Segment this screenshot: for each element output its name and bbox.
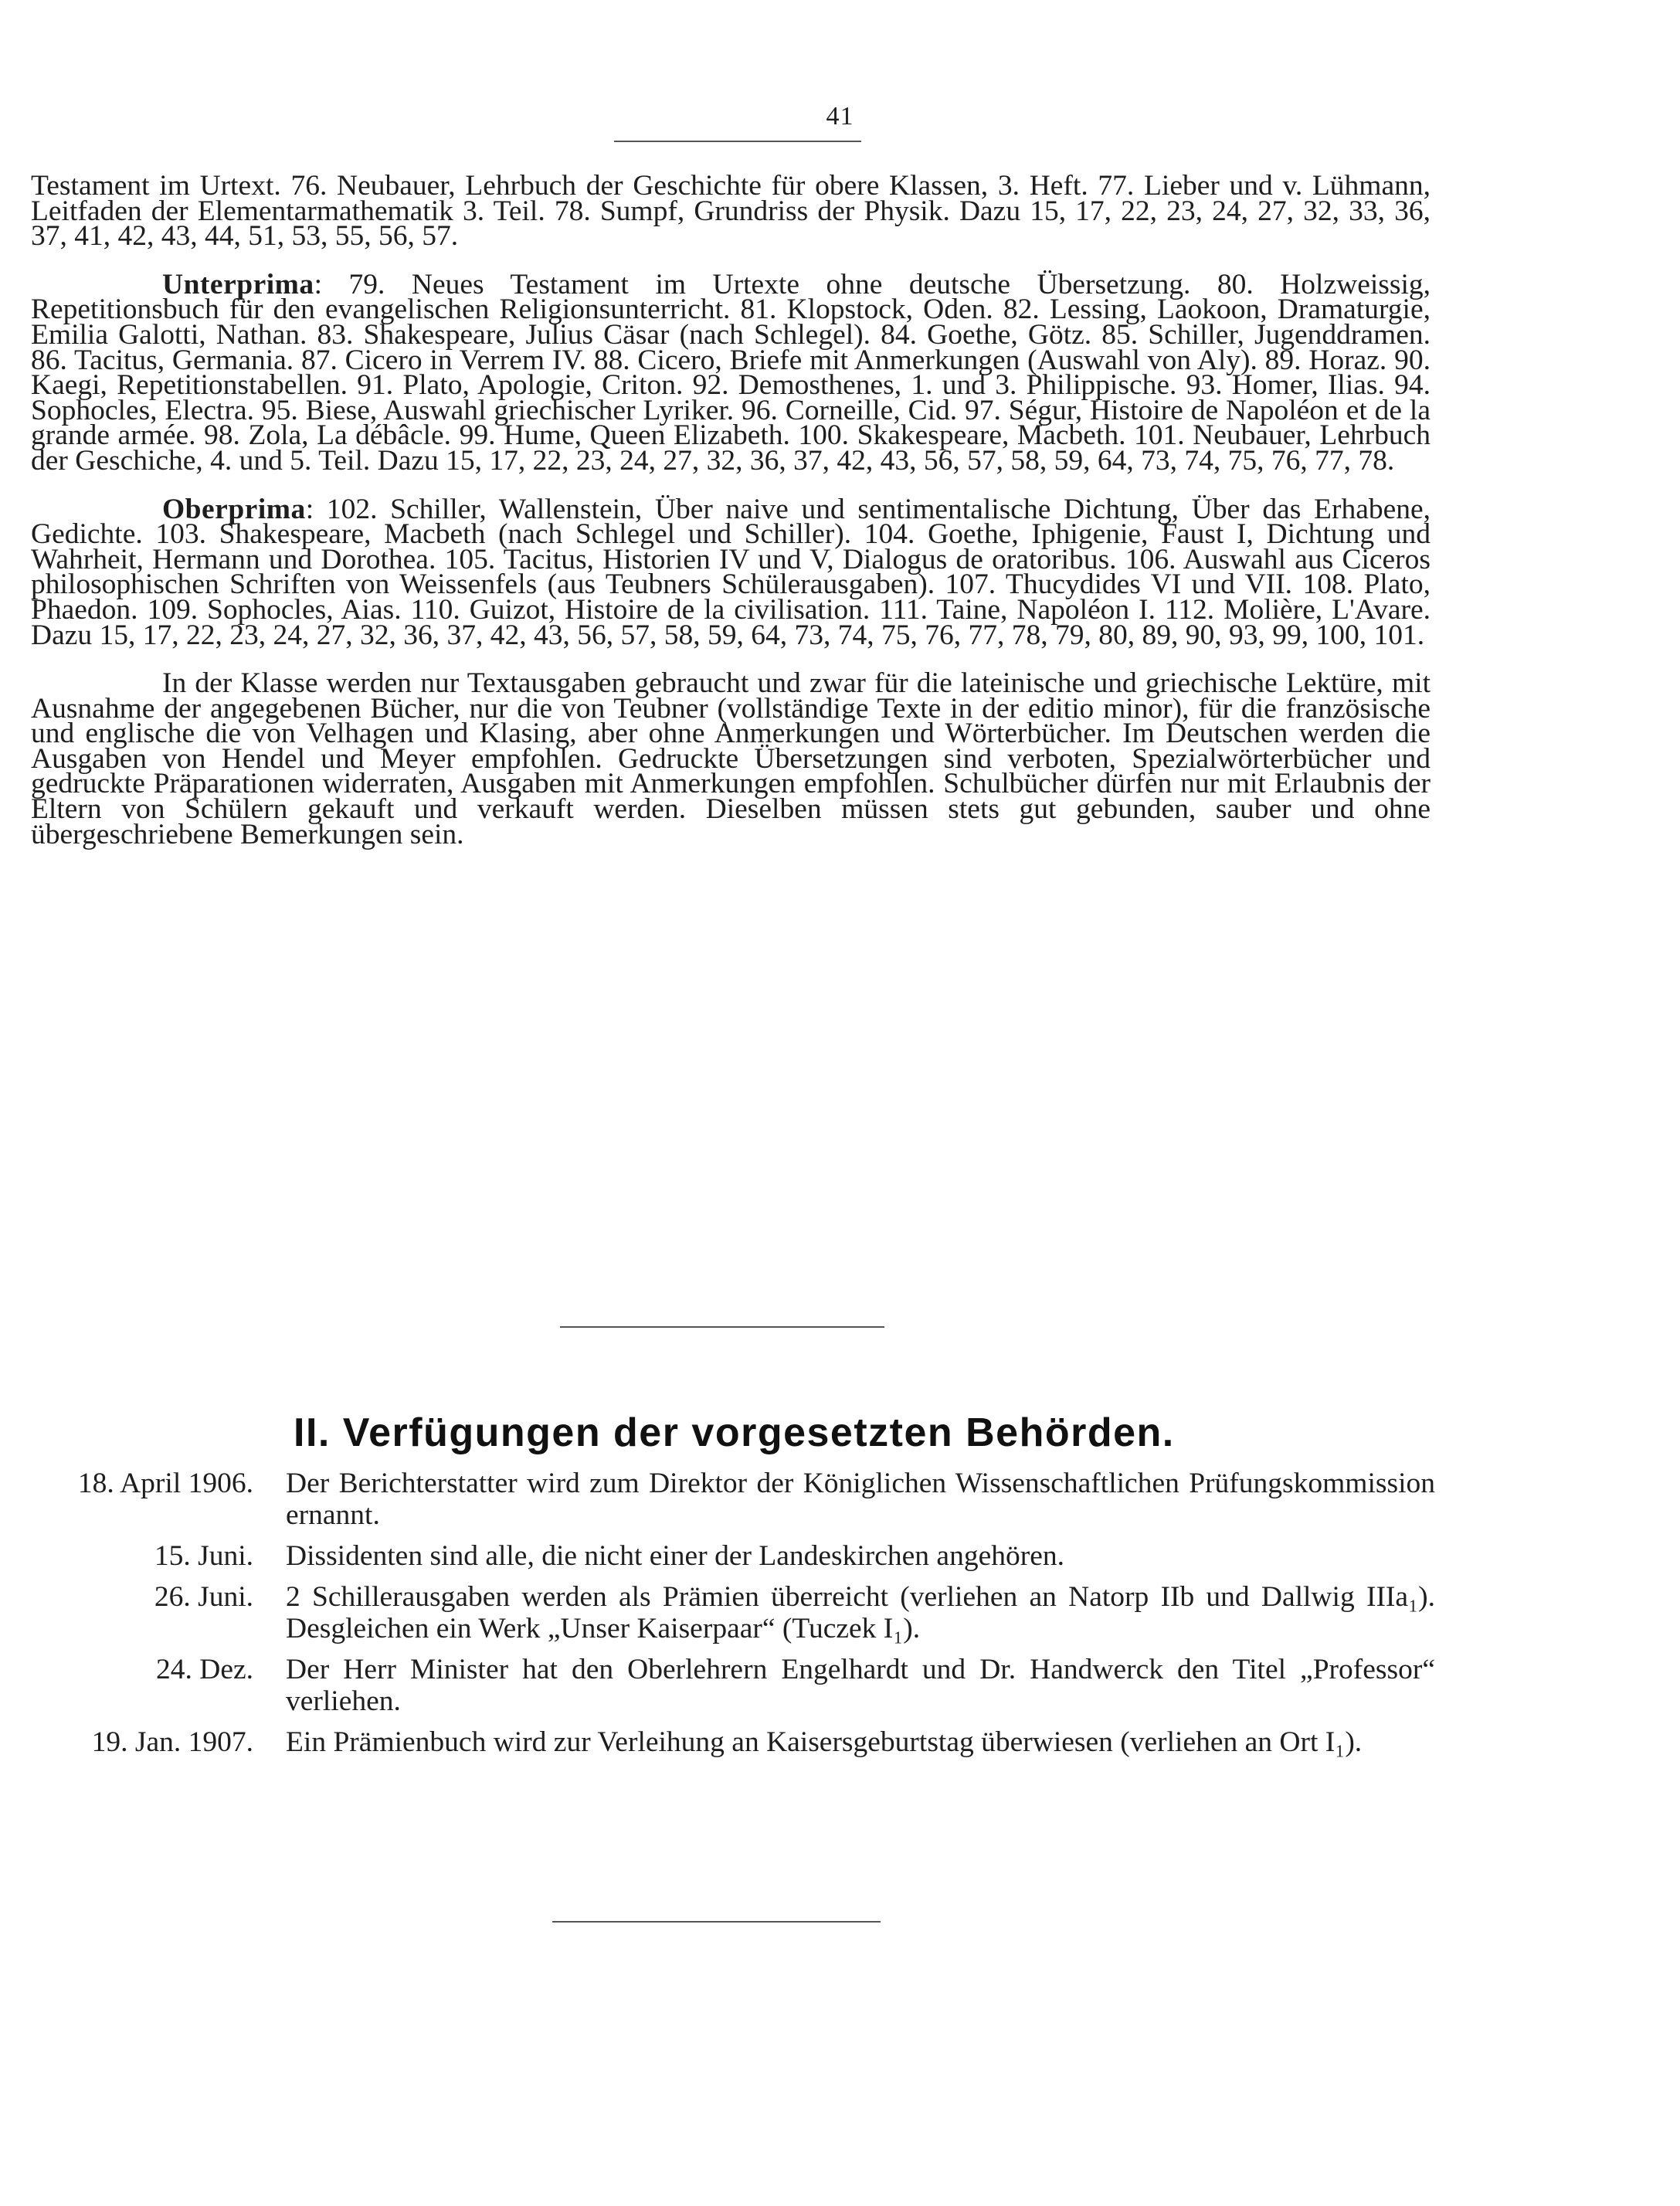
entry-date: 15. Juni.: [154, 1540, 253, 1572]
paragraph-text: : 102. Schiller, Wallenstein, Über naive und sentimentalische Dichtung, Über das Erhabene, Gedichte. 103. Shakespeare, Macbeth (nach Schlegel und Schiller). 104. Goethe, Iphigenie, Faust I, Dichtung und Wahrheit, Hermann und Dorothea. 105. Tacitus, Historien IV und V, Dialogus de oratoribus. 106. Auswahl aus Ciceros philosophischen Schriften von Weissenfels (aus Teubners Schülerausgaben). 107. Thucydides VI und VII. 108. Plato, Phaedon. 109. Sophocles, Aias. 110. Guizot, Histoire de la civilisation. 111. Taine, Napoléon I. 112. Molière, L'Avare. Dazu 15, 17, 22, 23, 24, 27, 32, 36, 37, 42, 43, 56, 57, 58, 59, 64, 73, 74, 75, 76, 77, 78, 79, 80, 89, 90, 93, 99, 100, 101.: [31, 493, 1431, 651]
entry-text: Der Berichterstatter wird zum Direktor der Königlichen Wissenschaftlichen Prüfungskommission ernannt.: [286, 1468, 1435, 1531]
decree-entry: [22, 1581, 1435, 1644]
entry-date: 26. Juni.: [154, 1581, 253, 1613]
decree-entry: [22, 1726, 1435, 1758]
entry-text: Der Herr Minister hat den Oberlehrern Engelhardt und Dr. Handwerck den Titel „Professor“ verliehen.: [286, 1654, 1435, 1717]
paragraph-text: Testament im Urtext. 76. Neubauer, Lehrbuch der Geschichte für obere Klassen, 3. Heft. 77. Lieber und v. Lühmann, Leitfaden der Elementarmathematik 3. Teil. 78. Sumpf, Grundriss der Physik. Dazu 15, 17, 22, 23, 24, 27, 32, 33, 36, 37, 41, 42, 43, 44, 51, 53, 55, 56, 57.: [31, 170, 1431, 253]
paragraph-oberprima: [31, 493, 1431, 651]
paragraph-text: : 79. Neues Testament im Urtexte ohne deutsche Übersetzung. 80. Holzweissig, Repetitionsbuch für den evangelischen Religionsunterricht. 81. Klopstock, Oden. 82. Lessing, Laokoon, Dramaturgie, Emilia Galotti, Nathan. 83. Shakespeare, Julius Cäsar (nach Schlegel). 84. Goethe, Götz. 85. Schiller, Jugenddramen. 86. Tacitus, Germania. 87. Cicero in Verrem IV. 88. Cicero, Briefe mit Anmerkungen (Auswahl von Aly). 89. Horaz. 90. Kaegi, Repetitionstabellen. 91. Plato, Apologie, Criton. 92. Demosthenes, 1. und 3. Philippische. 93. Homer, Ilias. 94. Sophocles, Electra. 95. Biese, Auswahl griechischer Lyriker. 96. Corneille, Cid. 97. Ségur, Histoire de Napoléon et de la grande armée. 98. Zola, La débâcle. 99. Hume, Queen Elizabeth. 100. Skakespeare, Macbeth. 101. Neubauer, Lehrbuch der Geschiche, 4. und 5. Teil. Dazu 15, 17, 22, 23, 24, 27, 32, 36, 37, 42, 43, 56, 57, 58, 59, 64, 73, 74, 75, 76, 77, 78.: [31, 268, 1431, 477]
paragraph-textausgaben: [31, 667, 1431, 850]
decree-entry: [22, 1540, 1435, 1572]
section-label-oberprima: Oberprima: [162, 493, 306, 525]
decree-list: [22, 1468, 1435, 1767]
bottom-divider: [552, 1921, 881, 1923]
paragraph-unterprima: [31, 268, 1431, 477]
entry-text: Dissidenten sind alle, die nicht einer der Landeskirchen angehören.: [286, 1540, 1064, 1572]
paragraph-testament: [31, 170, 1431, 253]
entry-date: 18. April 1906.: [77, 1468, 253, 1499]
top-divider: [614, 141, 861, 142]
decree-entry: [22, 1654, 1435, 1717]
paragraph-text: In der Klasse werden nur Textausgaben gebraucht und zwar für die lateinische und griechische Lektüre, mit Ausnahme der angegebenen Bücher, nur die von Teubner (vollständige Texte in der editio minor), für die französische und englische die von Velhagen und Klasing, aber ohne Anmerkungen und Wörterbücher. Im Deutschen werden die Ausgaben von Hendel und Meyer empfohlen. Gedruckte Übersetzungen sind verboten, Spezialwörterbücher und gedruckte Präparationen widerraten, Ausgaben mit Anmerkungen empfohlen. Schulbücher dürfen nur mit Erlaubnis der Eltern von Schülern gekauft und verkauft werden. Dieselben müssen stets gut gebunden, sauber und ohne übergeschriebene Bemerkungen sein.: [31, 667, 1431, 850]
entry-date: 24. Dez.: [156, 1654, 253, 1685]
body-text: [31, 170, 1431, 850]
entry-date: 19. Jan. 1907.: [91, 1726, 253, 1758]
section-label-unterprima: Unterprima: [162, 268, 314, 300]
entry-text: 2 Schillerausgaben werden als Prämien überreicht (verliehen an Natorp IIb und Dallwig IIIa₁). Desgleichen ein Werk „Unser Kaiserpaar“ (Tuczek I₁).: [286, 1581, 1435, 1644]
entry-text: Ein Prämienbuch wird zur Verleihung an Kaisersgeburtstag überwiesen (verliehen an Ort I₁).: [286, 1726, 1363, 1758]
section-heading: II. Verfügungen der vorgesetzten Behörden.: [294, 1410, 1175, 1455]
page-number: 41: [826, 102, 854, 131]
section-divider: [560, 1326, 884, 1328]
decree-entry: [22, 1468, 1435, 1531]
